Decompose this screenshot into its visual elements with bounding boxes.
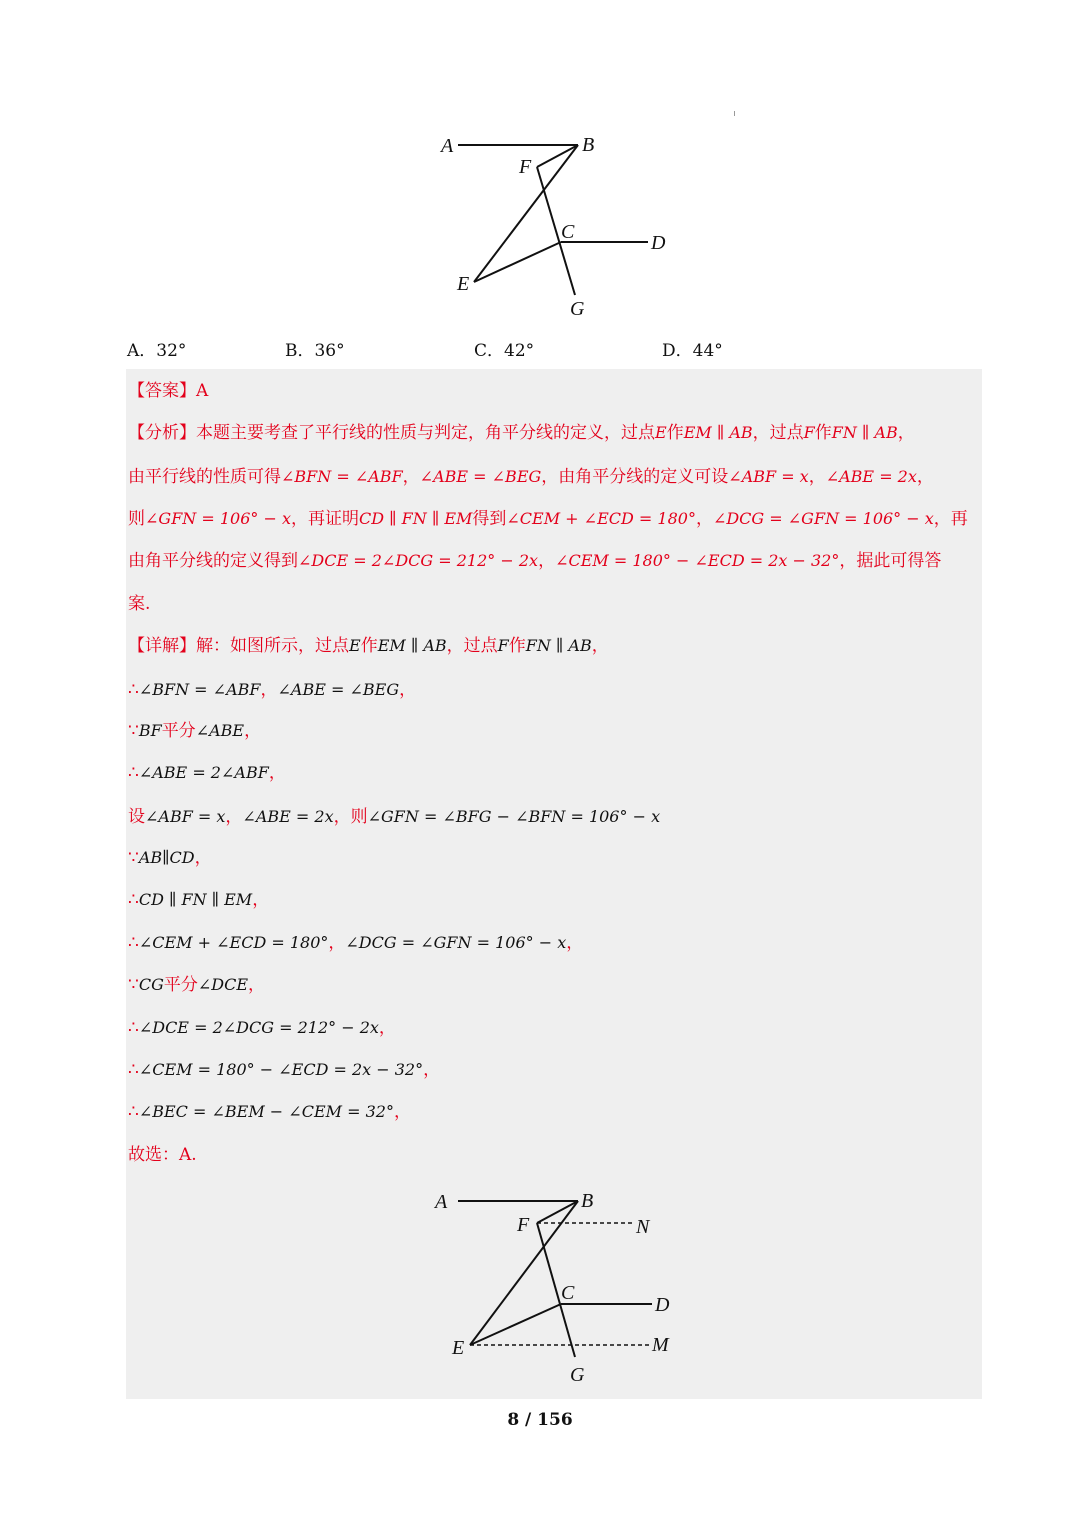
detail-line-10 (128, 1015, 986, 1041)
math-expr: EM ∥ AB (683, 423, 753, 442)
answer-value: A (196, 381, 209, 401)
math-expr: F (803, 423, 815, 442)
detail-text: ， (399, 680, 417, 700)
answer-options (127, 336, 987, 362)
math-expr: ∠CEM = 180° − ∠ECD = 2x − 32° (138, 1060, 424, 1079)
label-e: E (452, 1337, 465, 1359)
math-expr: ∠DCE = 2∠DCG = 212° − 2x (138, 1018, 379, 1037)
math-expr: ∠BEC = ∠BEM − ∠CEM = 32° (138, 1102, 394, 1121)
therefore-symbol: ∴ (128, 1018, 139, 1038)
math-expr: ∠BFN = ∠ABF (281, 467, 403, 486)
label-c: C (561, 1282, 575, 1304)
analysis-text: ，过点 (752, 423, 804, 443)
label-d: D (651, 232, 666, 254)
geometry-figure-1 (430, 125, 690, 325)
analysis-text: 作 (666, 423, 684, 443)
math-expr: E (655, 423, 667, 442)
analysis-text: ，再 (933, 509, 968, 529)
math-expr: CD ∥ FN ∥ EM (138, 890, 253, 909)
detail-text: ， (252, 890, 270, 910)
label-b: B (582, 134, 595, 156)
analysis-text: 由角平分线的定义得到 (128, 551, 298, 571)
detail-text: ， (423, 1060, 441, 1080)
analysis-text: ， (538, 551, 556, 571)
math-expr: ∠GFN = ∠BFG − ∠BFN = 106° − x (367, 807, 661, 826)
math-expr: ∠DCG = ∠GFN = 106° − x (712, 509, 934, 528)
math-expr: ∠ABE = ∠BEG (277, 680, 400, 699)
label-g: G (570, 1364, 585, 1386)
detail-line-6 (128, 845, 986, 871)
math-expr: ∠ABF = x (728, 467, 809, 486)
detail-text: 平分 (161, 721, 196, 741)
therefore-symbol: ∴ (128, 1060, 139, 1080)
segment-bf (537, 145, 578, 167)
option-a: A．32° (127, 341, 187, 361)
math-expr: F (497, 636, 509, 655)
therefore-symbol: ∴ (128, 680, 139, 700)
scan-mark (734, 111, 735, 116)
detail-text: ， (328, 933, 346, 953)
option-b: B．36° (285, 341, 345, 361)
detail-text: 作 (508, 636, 526, 656)
math-expr: E (349, 636, 361, 655)
math-expr: ∠ABE = 2∠ABF (138, 763, 269, 782)
label-a: A (441, 135, 454, 157)
analysis-text: ， (808, 467, 826, 487)
detail-text: 平分 (163, 975, 198, 995)
because-symbol: ∵ (128, 975, 139, 995)
label-g: G (570, 298, 585, 320)
label-a: A (435, 1191, 448, 1213)
math-expr: ∠CEM + ∠ECD = 180° (506, 509, 696, 528)
math-expr: ∠ABF = x (145, 807, 226, 826)
final-choice: 故选：A. (128, 1145, 197, 1165)
analysis-text: ， (897, 423, 915, 443)
analysis-line-1 (128, 420, 986, 446)
detail-line-5 (128, 804, 986, 830)
math-expr: ∠ABE = 2x (242, 807, 334, 826)
detail-text: ，则 (333, 807, 368, 827)
analysis-tag: 【分析】 (128, 423, 196, 443)
analysis-text: 作 (814, 423, 832, 443)
option-c: C．42° (474, 341, 535, 361)
math-expr: CG (138, 975, 164, 994)
detail-text: 设 (128, 807, 145, 827)
analysis-text: ， (916, 467, 934, 487)
detail-text: ， (591, 636, 609, 656)
detail-text: ， (378, 1018, 396, 1038)
math-expr: FN ∥ AB (831, 423, 898, 442)
math-expr: ∠GFN = 106° − x (145, 509, 292, 528)
detail-line-12 (128, 1099, 986, 1125)
geometry-figure-2 (430, 1181, 690, 1386)
segment-bf (537, 1201, 578, 1223)
math-expr: ∠ABE = 2x (825, 467, 917, 486)
segment-ec (470, 1304, 561, 1345)
label-c: C (561, 221, 575, 243)
analysis-text: 由平行线的性质可得 (128, 467, 281, 487)
analysis-text: ，再证明 (291, 509, 360, 529)
analysis-line-3 (128, 506, 986, 532)
detail-line-4 (128, 760, 986, 786)
analysis-text: 则 (128, 509, 145, 529)
because-symbol: ∵ (128, 848, 139, 868)
page-number: 8 / 156 (507, 1410, 573, 1430)
therefore-symbol: ∴ (128, 1102, 139, 1122)
label-f: F (517, 1214, 530, 1236)
analysis-text: 案. (128, 594, 151, 614)
math-expr: ∠DCE = 2∠DCG = 212° − 2x (298, 551, 539, 570)
detail-line-13 (128, 1142, 986, 1168)
detail-text: ， (268, 763, 286, 783)
detail-text: ，过点 (446, 636, 498, 656)
math-expr: ∠BFN = ∠ABF (138, 680, 261, 699)
detail-line-9 (128, 972, 986, 998)
math-expr: ∠CEM = 180° − ∠ECD = 2x − 32° (555, 551, 840, 570)
detail-line-2 (128, 677, 986, 703)
detail-text: ， (248, 975, 266, 995)
because-symbol: ∵ (128, 721, 139, 741)
therefore-symbol: ∴ (128, 763, 139, 783)
label-d: D (655, 1294, 670, 1316)
option-d: D．44° (662, 341, 723, 361)
math-expr: FN ∥ AB (525, 636, 592, 655)
math-expr: ∠ABE = ∠BEG (419, 467, 542, 486)
math-expr: EM ∥ AB (377, 636, 447, 655)
segment-ec (474, 242, 561, 282)
answer-line (128, 378, 986, 404)
detail-tag: 【详解】 (128, 636, 196, 656)
detail-text: ， (194, 848, 212, 868)
detail-line-1 (128, 633, 986, 659)
analysis-text: ， (402, 467, 420, 487)
answer-tag: 【答案】 (128, 381, 196, 401)
math-expr: AB∥CD (138, 848, 195, 867)
detail-text: ， (260, 680, 278, 700)
analysis-text: 得到 (472, 509, 507, 529)
detail-text: ， (244, 721, 262, 741)
therefore-symbol: ∴ (128, 933, 139, 953)
analysis-text: ，由角平分线的定义可设 (541, 467, 729, 487)
detail-text: ， (566, 933, 584, 953)
detail-line-3 (128, 718, 986, 744)
math-expr: BF (138, 721, 162, 740)
label-b: B (581, 1190, 594, 1212)
label-n: N (636, 1216, 650, 1238)
math-expr: ∠DCE (197, 975, 249, 994)
detail-text: 解：如图所示，过点 (196, 636, 349, 656)
math-expr: ∠CEM + ∠ECD = 180° (138, 933, 329, 952)
analysis-text: ， (695, 509, 713, 529)
detail-line-7 (128, 887, 986, 913)
analysis-text: 本题主要考查了平行线的性质与判定，角平分线的定义，过点 (196, 423, 655, 443)
detail-text: ， (393, 1102, 411, 1122)
analysis-text: ，据此可得答 (839, 551, 942, 571)
detail-text: 作 (360, 636, 378, 656)
detail-text: ， (225, 807, 243, 827)
math-expr: ∠DCG = ∠GFN = 106° − x (345, 933, 567, 952)
math-expr: CD ∥ FN ∥ EM (359, 509, 473, 528)
analysis-line-2 (128, 464, 986, 490)
detail-line-11 (128, 1057, 986, 1083)
label-f: F (519, 156, 532, 178)
math-expr: ∠ABE (195, 721, 245, 740)
analysis-line-4 (128, 548, 986, 574)
label-e: E (457, 273, 470, 295)
analysis-line-5 (128, 591, 986, 617)
detail-line-8 (128, 930, 986, 956)
label-m: M (652, 1334, 669, 1356)
therefore-symbol: ∴ (128, 890, 139, 910)
